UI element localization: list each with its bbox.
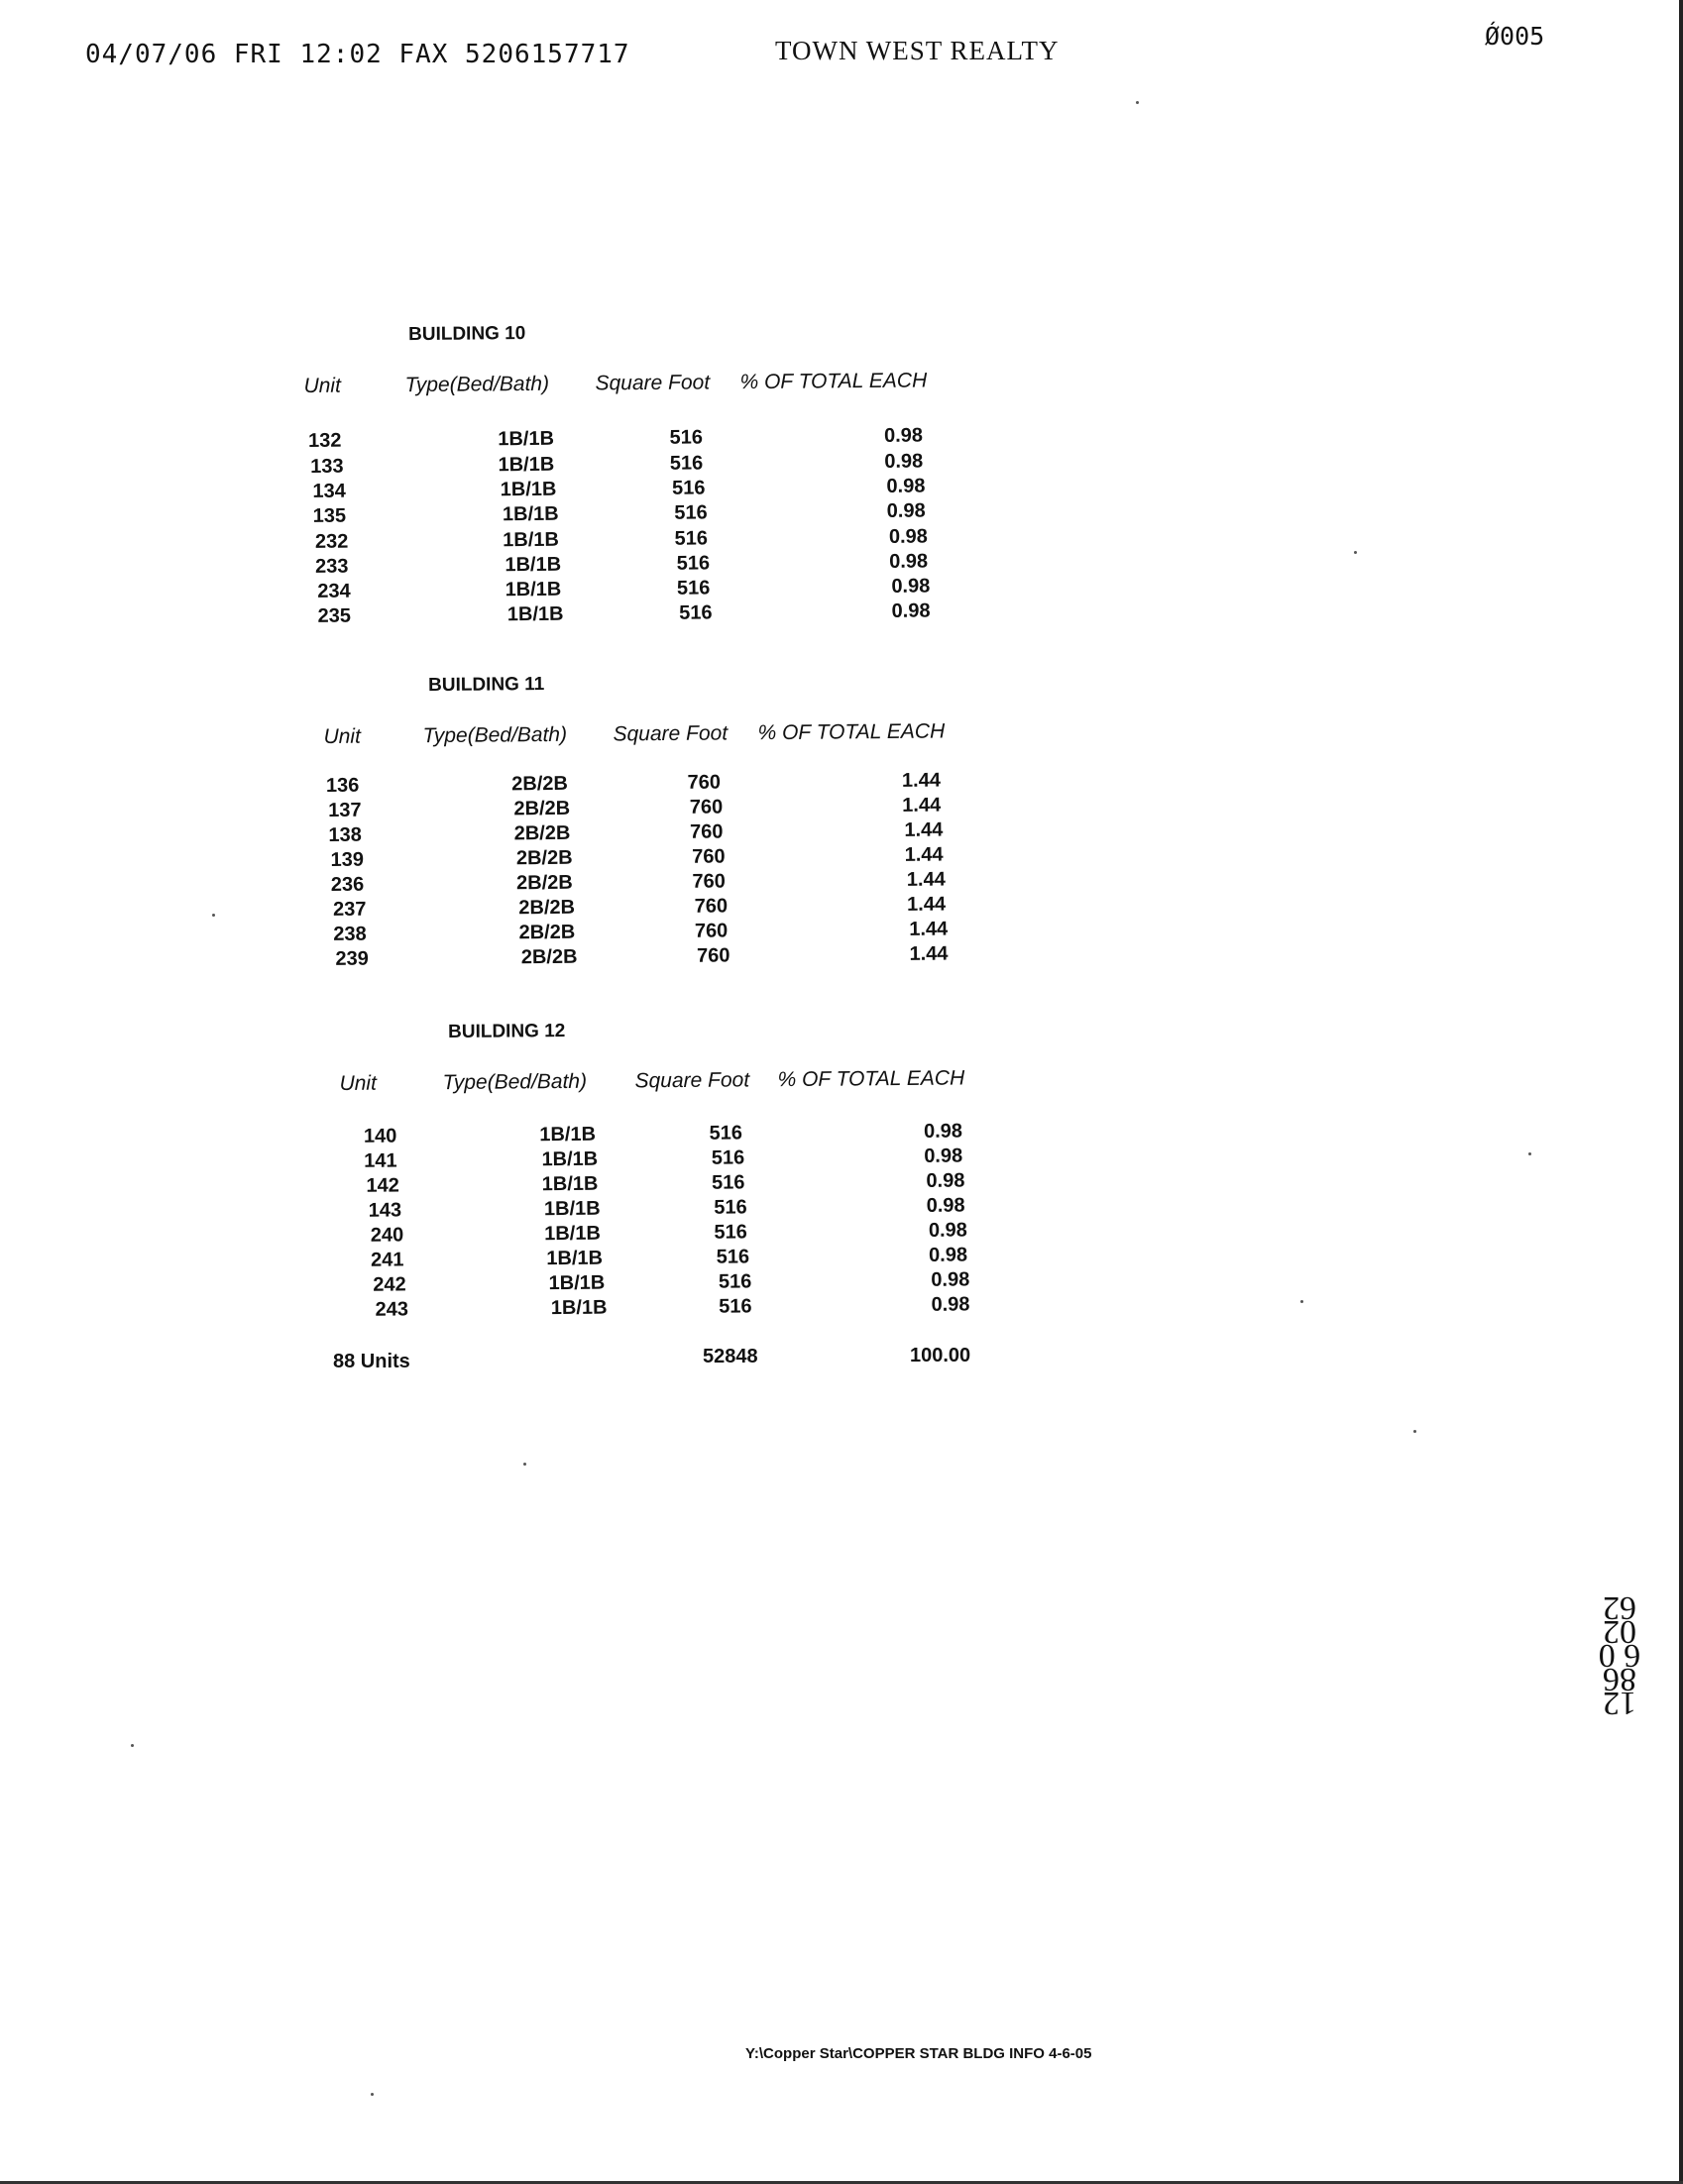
unit-cell: 235 [317,604,352,627]
bates-number: 12866 00262 [1598,1589,1641,1721]
scan-speck [523,1463,526,1466]
unit-cell: 133 [310,455,344,478]
pct-cell: 0.98 [883,424,924,447]
column-header-sqft: Square Foot [613,721,729,746]
sqft-cell: 516 [709,1122,743,1145]
unit-cell: 136 [325,774,360,797]
pct-cell: 1.44 [906,868,946,891]
pct-cell: 0.98 [886,475,926,497]
type-cell: 2B/2B [513,821,571,845]
building-title: BUILDING 12 [447,1021,566,1043]
column-header-unit: Unit [339,1071,377,1095]
total-percent: 100.00 [910,1345,971,1366]
scan-speck [1528,1152,1531,1155]
pct-cell: 1.44 [901,769,942,792]
sqft-cell: 516 [714,1196,747,1219]
sqft-cell: 760 [689,820,724,843]
fax-header-line: 04/07/06 FRI 12:02 FAX 5206157717 [85,40,630,69]
column-header-type: Type(Bed/Bath) [442,1069,588,1095]
unit-cell: 132 [307,429,342,452]
pct-cell: 0.98 [931,1268,970,1291]
sqft-cell: 516 [669,452,704,475]
sqft-cell: 760 [689,796,724,819]
building-title: BUILDING 11 [427,674,545,697]
file-path-footer: Y:\Copper Star\COPPER STAR BLDG INFO 4-6-05 [745,2045,1092,2062]
column-header-pct: % OF TOTAL EACH [777,1066,965,1092]
pct-cell: 1.44 [904,819,944,841]
pct-cell: 1.44 [907,893,947,916]
table-row [305,600,959,631]
sqft-cell: 760 [694,920,729,942]
sqft-cell: 516 [674,527,708,550]
pct-cell: 0.98 [929,1244,968,1266]
type-cell: 1B/1B [541,1147,599,1171]
unit-cell: 239 [335,947,369,970]
unit-cell: 243 [375,1298,408,1321]
pct-cell: 1.44 [904,843,944,866]
type-cell: 2B/2B [511,772,569,796]
unit-cell: 137 [328,799,362,821]
unit-cell: 138 [328,823,362,846]
type-cell: 2B/2B [518,896,576,920]
total-square-feet: 52848 [703,1346,758,1367]
pct-cell: 0.98 [924,1145,963,1167]
pct-cell: 0.98 [884,450,924,473]
pct-cell: 0.98 [888,525,928,548]
sqft-cell: 516 [718,1270,752,1293]
sqft-cell: 516 [716,1246,750,1268]
table-row [325,942,979,974]
unit-cell: 240 [370,1224,404,1247]
type-cell: 1B/1B [502,502,559,526]
column-header-unit: Unit [323,724,361,748]
sqft-cell: 760 [697,944,730,967]
sqft-cell: 516 [714,1221,747,1244]
scan-speck [1354,551,1357,554]
sqft-cell: 760 [687,771,722,794]
type-cell: 1B/1B [505,553,562,577]
unit-cell: 237 [332,898,367,921]
pct-cell: 0.98 [886,499,926,522]
type-cell: 1B/1B [550,1296,608,1320]
type-cell: 1B/1B [498,427,555,451]
pct-cell: 0.98 [889,550,929,573]
unit-cell: 232 [314,530,349,553]
unit-cell: 141 [364,1149,397,1172]
pct-cell: 0.98 [891,600,931,622]
pct-cell: 0.98 [931,1293,970,1316]
table-row [341,1293,995,1325]
pct-cell: 1.44 [909,942,949,965]
unit-cell: 241 [370,1249,404,1271]
pct-cell: 1.44 [909,918,949,940]
sqft-cell: 516 [719,1295,752,1318]
pct-cell: 1.44 [902,794,942,817]
unit-cell: 139 [330,848,365,871]
column-header-sqft: Square Foot [595,371,711,395]
unit-cell: 140 [363,1125,397,1147]
scan-speck [1136,101,1139,104]
pct-cell: 0.98 [891,575,931,598]
type-cell: 1B/1B [500,478,557,501]
sqft-cell: 760 [694,895,729,918]
unit-cell: 234 [317,580,351,602]
sqft-cell: 516 [711,1147,745,1169]
sqft-cell: 516 [671,477,706,499]
pct-cell: 0.98 [926,1169,965,1192]
type-cell: 2B/2B [513,797,571,820]
column-header-sqft: Square Foot [634,1068,750,1093]
column-header-pct: % OF TOTAL EACH [739,369,928,394]
type-cell: 1B/1B [498,453,555,477]
unit-cell: 135 [312,504,347,527]
type-cell: 2B/2B [516,871,573,895]
sqft-cell: 516 [669,426,704,449]
unit-cell: 236 [330,873,365,896]
building-title: BUILDING 10 [407,323,526,346]
scan-speck [212,914,215,917]
type-cell: 1B/1B [543,1197,601,1221]
scan-speck [131,1744,134,1747]
unit-cell: 238 [333,923,367,945]
pct-cell: 0.98 [926,1194,965,1217]
sqft-cell: 516 [676,577,711,600]
column-header-pct: % OF TOTAL EACH [757,719,946,745]
type-cell: 2B/2B [515,846,573,870]
type-cell: 1B/1B [541,1172,599,1196]
sqft-cell: 760 [692,845,726,868]
type-cell: 1B/1B [546,1247,604,1270]
sqft-cell: 516 [676,552,711,575]
unit-cell: 233 [315,555,349,578]
sqft-cell: 516 [679,601,713,624]
total-units: 88 Units [333,1351,410,1372]
type-cell: 2B/2B [520,945,578,969]
fax-page-number: Ǿ005 [1485,22,1545,51]
scan-speck [1300,1300,1303,1303]
pct-cell: 0.98 [928,1219,967,1242]
sqft-cell: 516 [711,1171,745,1194]
pct-cell: 0.98 [923,1120,963,1143]
type-cell: 1B/1B [548,1271,606,1295]
sqft-cell: 760 [692,870,726,893]
type-cell: 2B/2B [518,921,576,944]
scan-speck [1413,1430,1416,1433]
column-header-type: Type(Bed/Bath) [404,372,550,397]
sqft-cell: 516 [674,501,708,524]
type-cell: 1B/1B [505,578,562,601]
type-cell: 1B/1B [539,1123,597,1147]
column-header-type: Type(Bed/Bath) [422,722,568,748]
unit-cell: 142 [366,1174,399,1197]
unit-cell: 134 [312,480,346,502]
unit-cell: 143 [368,1199,402,1222]
company-name: TOWN WEST REALTY [775,36,1060,65]
type-cell: 1B/1B [544,1222,601,1246]
unit-cell: 242 [373,1273,406,1296]
scan-speck [371,2093,374,2096]
column-header-unit: Unit [303,374,341,397]
page-edge [1679,0,1683,2184]
type-cell: 1B/1B [503,528,559,552]
type-cell: 1B/1B [506,602,564,626]
